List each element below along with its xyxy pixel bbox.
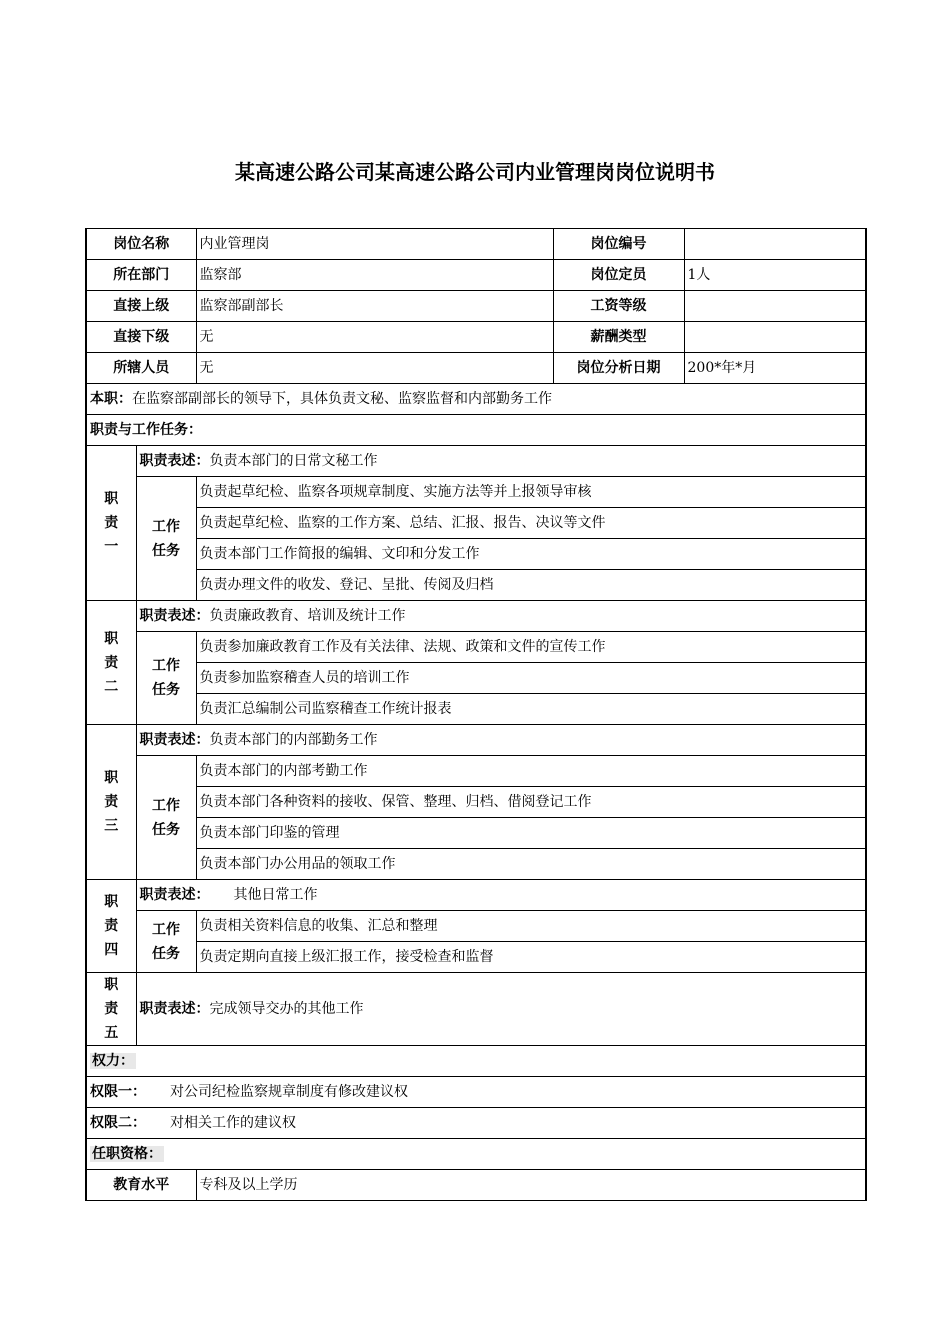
duty-1-label: 职 责 一 [86, 446, 136, 601]
duty-3-task-row [86, 818, 866, 849]
job-description-table [85, 228, 867, 1201]
duty-3-task-label: 工作 任务 [136, 756, 196, 880]
duty-1-task-row [86, 477, 866, 508]
analysis-date-label: 岗位分析日期 [553, 353, 684, 384]
governed-label: 所辖人员 [86, 353, 196, 384]
duty-2-task-row [86, 663, 866, 694]
core-duty-text: 在监察部副部长的领导下，具体负责文秘、监察监督和内部勤务工作 [132, 391, 552, 407]
qualification-header-row [86, 1139, 866, 1170]
duty-1-task-row [86, 539, 866, 570]
duties-header: 职责与工作任务： [86, 415, 866, 446]
duty-1-task-1: 负责起草纪检、监察各项规章制度、实施方法等并上报领导审核 [196, 477, 866, 508]
edu-value: 专科及以上学历 [196, 1170, 866, 1201]
duty-1-task-4: 负责办理文件的收发、登记、呈批、传阅及归档 [196, 570, 866, 601]
power-header-row [86, 1046, 866, 1077]
duty-4-desc-row [86, 880, 866, 911]
duty-3-task-4: 负责本部门办公用品的领取工作 [196, 849, 866, 880]
qualification-header: 任职资格： [86, 1139, 866, 1170]
duty-4-task-row [86, 942, 866, 973]
duty-4-desc: 职责表述： 其他日常工作 [136, 880, 866, 911]
info-row-subordinate [86, 322, 866, 353]
duty-2-task-3: 负责汇总编制公司监察稽查工作统计报表 [196, 694, 866, 725]
headcount-value: 1人 [684, 260, 866, 291]
power-item-row [86, 1108, 866, 1139]
duty-1-task-row [86, 570, 866, 601]
grade-value [684, 291, 866, 322]
duty-3-task-row [86, 787, 866, 818]
pay-type-label: 薪酬类型 [553, 322, 684, 353]
core-duty-row [86, 384, 866, 415]
governed-value: 无 [196, 353, 553, 384]
duty-2-task-1: 负责参加廉政教育工作及有关法律、法规、政策和文件的宣传工作 [196, 632, 866, 663]
duty-4-task-1: 负责相关资料信息的收集、汇总和整理 [196, 911, 866, 942]
duty-2-task-label: 工作 任务 [136, 632, 196, 725]
info-row-governed [86, 353, 866, 384]
edu-label: 教育水平 [86, 1170, 196, 1201]
post-code-label: 岗位编号 [553, 229, 684, 260]
duty-2-task-row [86, 694, 866, 725]
duty-4-task-2: 负责定期向直接上级汇报工作，接受检查和监督 [196, 942, 866, 973]
post-code-value [684, 229, 866, 260]
superior-value: 监察部副部长 [196, 291, 553, 322]
power-item-2: 权限二： 对相关工作的建议权 [86, 1108, 866, 1139]
info-row-post-name [86, 229, 866, 260]
duty-2-task-2: 负责参加监察稽查人员的培训工作 [196, 663, 866, 694]
dept-value: 监察部 [196, 260, 553, 291]
duty-2-task-row [86, 632, 866, 663]
pay-type-value [684, 322, 866, 353]
duty-4-label: 职 责 四 [86, 880, 136, 973]
duty-3-task-row [86, 849, 866, 880]
core-duty-label: 本职： [90, 391, 132, 407]
core-duty [86, 384, 866, 415]
duty-4-task-label: 工作 任务 [136, 911, 196, 973]
duty-2-label: 职 责 二 [86, 601, 136, 725]
info-row-superior [86, 291, 866, 322]
duty-5-row [86, 973, 866, 1046]
qualification-edu-row [86, 1170, 866, 1201]
page-title: 某高速公路公司某高速公路公司内业管理岗岗位说明书 [235, 160, 715, 184]
duty-3-task-1: 负责本部门的内部考勤工作 [196, 756, 866, 787]
duty-5-label: 职 责 五 [86, 973, 136, 1046]
subordinate-value: 无 [196, 322, 553, 353]
duty-1-task-label: 工作 任务 [136, 477, 196, 601]
grade-label: 工资等级 [553, 291, 684, 322]
duty-3-desc: 职责表述：负责本部门的内部勤务工作 [136, 725, 866, 756]
power-item-row [86, 1077, 866, 1108]
headcount-label: 岗位定员 [553, 260, 684, 291]
duty-5-desc: 职责表述：完成领导交办的其他工作 [136, 973, 866, 1046]
duty-3-label: 职 责 三 [86, 725, 136, 880]
duty-2-desc: 职责表述：负责廉政教育、培训及统计工作 [136, 601, 866, 632]
duty-1-task-3: 负责本部门工作简报的编辑、文印和分发工作 [196, 539, 866, 570]
info-row-dept [86, 260, 866, 291]
duty-3-task-row [86, 756, 866, 787]
power-header: 权力： [86, 1046, 866, 1077]
subordinate-label: 直接下级 [86, 322, 196, 353]
post-name-value: 内业管理岗 [196, 229, 553, 260]
power-item-1: 权限一： 对公司纪检监察规章制度有修改建议权 [86, 1077, 866, 1108]
duties-header-row [86, 415, 866, 446]
dept-label: 所在部门 [86, 260, 196, 291]
duty-1-task-row [86, 508, 866, 539]
duty-3-task-2: 负责本部门各种资料的接收、保管、整理、归档、借阅登记工作 [196, 787, 866, 818]
duty-4-task-row [86, 911, 866, 942]
superior-label: 直接上级 [86, 291, 196, 322]
duty-3-desc-row [86, 725, 866, 756]
post-name-label: 岗位名称 [86, 229, 196, 260]
duty-1-desc-row [86, 446, 866, 477]
duty-2-desc-row [86, 601, 866, 632]
analysis-date-value: 200*年*月 [684, 353, 866, 384]
duty-1-task-2: 负责起草纪检、监察的工作方案、总结、汇报、报告、决议等文件 [196, 508, 866, 539]
duty-1-desc: 职责表述：负责本部门的日常文秘工作 [136, 446, 866, 477]
duty-3-task-3: 负责本部门印鉴的管理 [196, 818, 866, 849]
